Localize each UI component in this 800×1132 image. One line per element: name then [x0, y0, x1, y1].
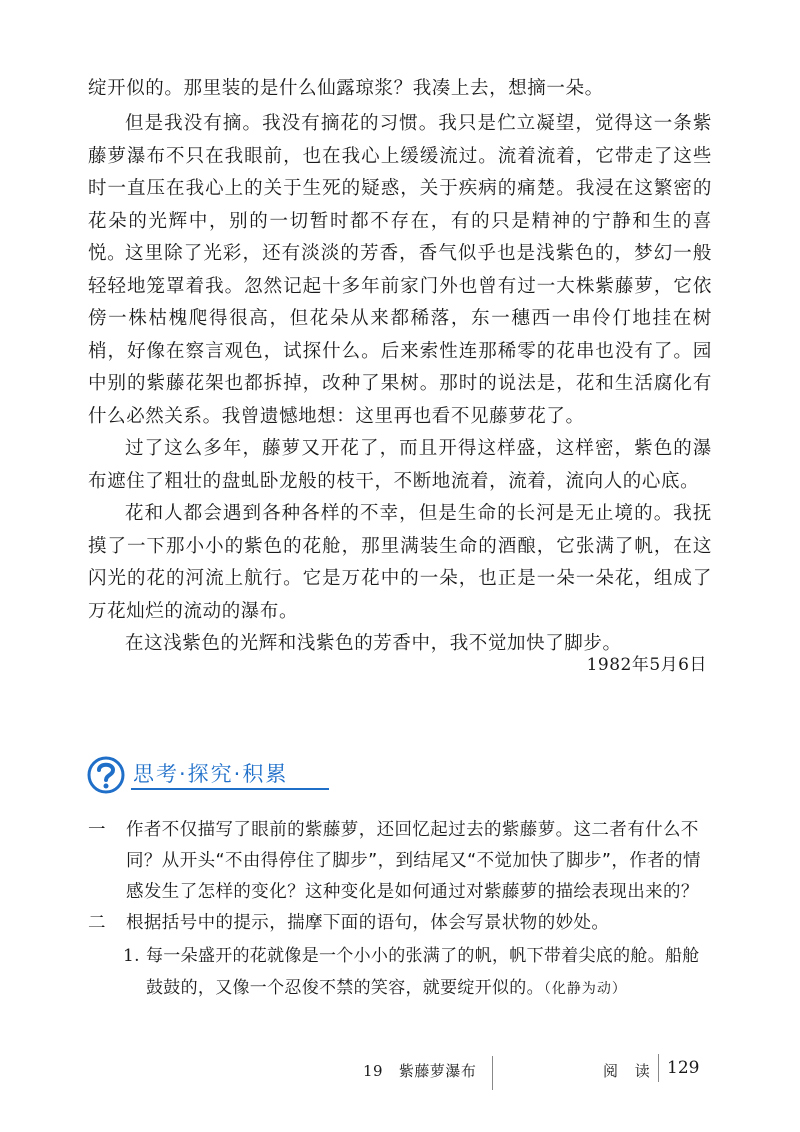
- section-title: 思考·探究·积累: [133, 762, 289, 786]
- section-header: [85, 754, 345, 794]
- question-number: 二: [88, 913, 106, 933]
- paragraph-continuation: 绽开似的。那里装的是什么仙露琼浆？我凑上去，想摘一朵。: [88, 78, 604, 99]
- sub-item-number: 1.: [123, 946, 140, 966]
- sub-item-hint: （化静为动）: [543, 981, 627, 997]
- footer-divider: [658, 1054, 659, 1082]
- question-text: 作者不仅描写了眼前的紫藤萝，还回忆起过去的紫藤萝。这二者有什么不同？从开头“不由得停住了脚步”，到结尾又“不觉加快了脚步”，作者的情感发生了怎样的变化？这种变化是如何通过对紫藤萝的描绘表现出来的？: [126, 820, 701, 902]
- question-mark-icon: [85, 754, 127, 796]
- sub-item-text: 每一朵盛开的花就像是一个小小的张满了的帆，帆下带着尖底的舱。船舱鼓鼓的，又像一个忍俊不禁的笑容，就要绽开似的。（化静为动）: [146, 946, 700, 998]
- sub-item-1: [123, 940, 715, 1005]
- paragraph-5: 花和人都会遇到各种各样的不幸，但是生命的长河是无止境的。我抚摸了一下那小小的紫色的花舱，那里满装生命的酒酿，它张满了帆，在这闪光的花的河流上航行。它是万花中的一朵，也正是一朵一朵花，组成了万花灿烂的流动的瀑布。: [88, 503, 712, 622]
- section-underline: [131, 788, 329, 790]
- page-number: 129: [667, 1058, 700, 1078]
- footer-divider: [492, 1056, 493, 1090]
- question-text: 根据括号中的提示，揣摩下面的语句，体会写景状物的妙处。: [126, 913, 610, 933]
- paragraph-4: 过了这么多年，藤萝又开花了，而且开得这样盛，这样密，紫色的瀑布遮住了粗壮的盘虬卧龙般的枝干，不断地流着，流着，流向人的心底。: [88, 438, 712, 492]
- paragraph-3: 这里除了光彩，还有淡淡的芳香，香气似乎也是浅紫色的，梦幻一般轻轻地笼罩着我。忽然记起十多年前家门外也曾有过一大株紫藤萝，它依傍一株枯槐爬得很高，但花朵从来都稀落，东一穗西一串伶仃地挂在树梢，好像在察言观色，试探什么。后来索性连那稀零的花串也没有了。园中别的紫藤花架也都拆掉，改种了果树。那时的说法是，花和生活腐化有什么必然关系。我曾遗憾地想：这里再也看不见藤萝花了。: [88, 243, 712, 427]
- paragraph-2: 但是我没有摘。我没有摘花的习惯。我只是伫立凝望，觉得这一条紫藤萝瀑布不只在我眼前，也在我心上缓缓流过。流着流着，它带走了这些时一直压在我心上的关于生死的疑惑，关于疾病的痛楚。我浸在这繁密的花朵的光辉中，别的一切暂时都不存在，有的只是精神的宁静和生的喜悦。: [88, 113, 712, 264]
- question-1: [88, 815, 712, 908]
- unit-label: 阅 读: [603, 1062, 656, 1080]
- page-footer: [0, 1052, 800, 1092]
- lesson-label: 19 紫藤萝瀑布: [363, 1062, 477, 1080]
- date-line: 1982年5月6日: [586, 655, 707, 675]
- question-2: [88, 908, 712, 939]
- question-number: 一: [88, 820, 106, 840]
- paragraph-6: 在这浅紫色的光辉和浅紫色的芳香中，我不觉加快了脚步。: [125, 633, 622, 654]
